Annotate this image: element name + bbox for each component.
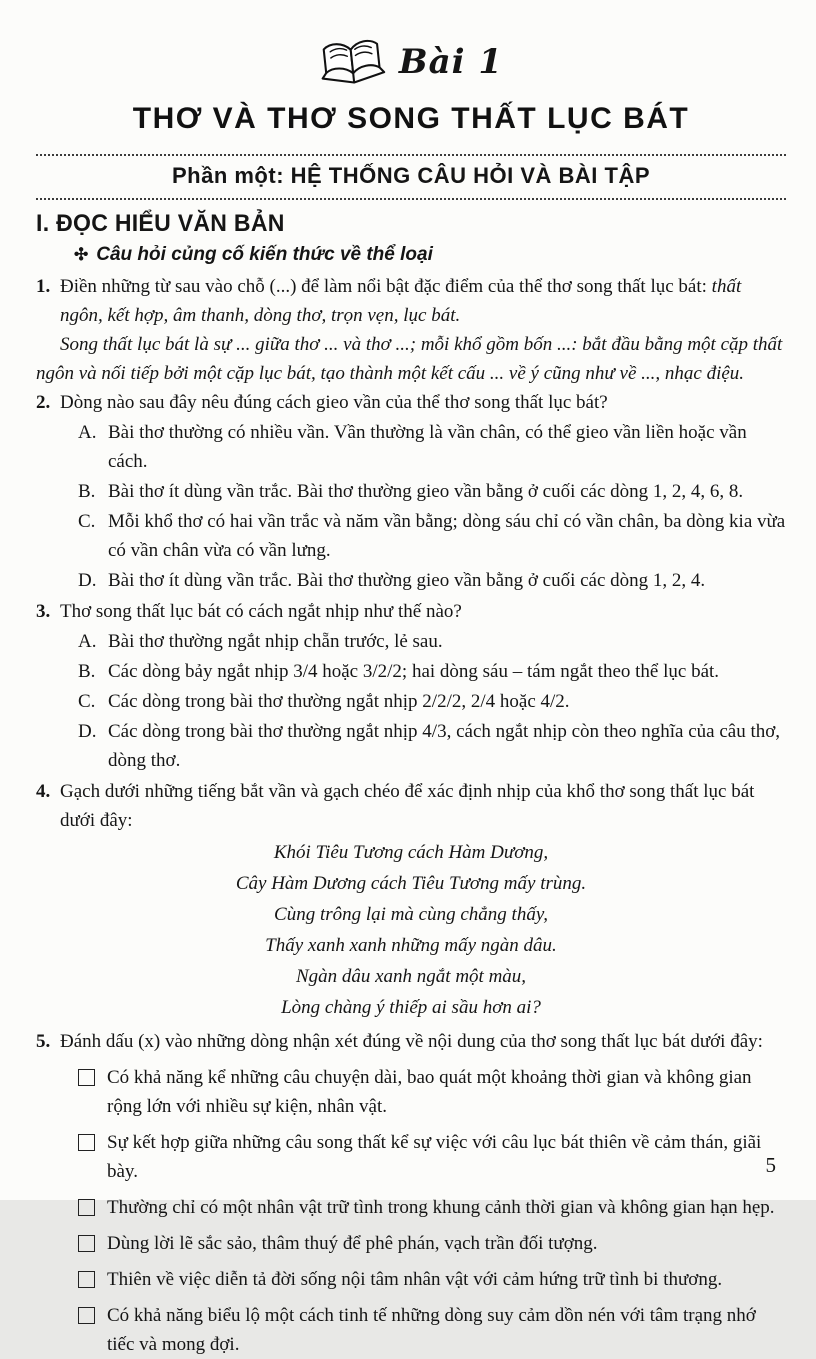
checklist-text: Có khả năng biểu lộ một cách tinh tế những dòng suy cảm dồn nén với tâm trạng nhớ tiếc và mong đợi.	[107, 1305, 756, 1355]
cross-bullet-icon: ✣	[74, 245, 89, 264]
checkbox-icon	[78, 1307, 95, 1324]
option-text: Bài thơ thường có nhiều vần. Vần thường là vần chân, có thể gieo vần liền hoặc vần cách.	[108, 422, 747, 472]
option-row	[36, 507, 786, 565]
option-row	[36, 657, 786, 686]
option-row	[36, 477, 786, 506]
checkbox-icon	[78, 1199, 95, 1216]
option-text: Các dòng bảy ngắt nhịp 3/4 hoặc 3/2/2; hai dòng sáu – tám ngắt theo thể lục bát.	[108, 661, 720, 682]
question-5	[36, 1027, 786, 1056]
part-heading-band	[36, 154, 786, 200]
section-heading: I. ĐỌC HIỂU VĂN BẢN	[36, 210, 285, 237]
question-1-word-list: thất ngôn, kết hợp, âm thanh, dòng thơ, trọn vẹn, lục bát.	[60, 276, 742, 326]
lesson-header	[36, 36, 786, 88]
option-text: Bài thơ thường ngắt nhịp chẵn trước, lẻ sau.	[108, 631, 443, 652]
checklist-item	[36, 1128, 786, 1186]
question-2-options	[36, 418, 786, 595]
option-text: Bài thơ ít dùng vần trắc. Bài thơ thường gieo vần bằng ở cuối các dòng 1, 2, 4.	[108, 570, 706, 591]
option-text: Bài thơ ít dùng vần trắc. Bài thơ thường gieo vần bằng ở cuối các dòng 1, 2, 4, 6, 8.	[108, 481, 744, 502]
part-heading: Phần một: HỆ THỐNG CÂU HỎI VÀ BÀI TẬP	[171, 163, 651, 188]
option-label: B.	[78, 661, 96, 682]
checklist-item	[36, 1193, 786, 1222]
option-text: Các dòng trong bài thơ thường ngắt nhịp 4/3, cách ngắt nhịp còn theo nghĩa của câu thơ, dòng thơ.	[108, 721, 781, 771]
subheading-text: Câu hỏi củng cố kiến thức về thể loại	[96, 244, 433, 265]
option-label: D.	[78, 721, 97, 742]
question-text: Đánh dấu (x) vào những dòng nhận xét đúng về nội dung của thơ song thất lục bát dưới đây:	[60, 1031, 763, 1052]
question-4	[36, 777, 786, 835]
question-number: 3.	[36, 601, 51, 622]
checklist-text: Dùng lời lẽ sắc sảo, thâm thuý để phê phán, vạch trần đối tượng.	[107, 1233, 598, 1254]
question-3	[36, 597, 786, 626]
option-row	[36, 566, 786, 595]
checklist-text: Thiên về việc diễn tả đời sống nội tâm nhân vật với cảm hứng trữ tình bi thương.	[107, 1269, 723, 1290]
poem-line: Ngàn dâu xanh ngắt một màu,	[295, 966, 527, 987]
checkbox-icon	[78, 1134, 95, 1151]
question-number: 5.	[36, 1031, 51, 1052]
option-label: A.	[78, 422, 97, 443]
option-row	[36, 418, 786, 476]
option-label: A.	[78, 631, 97, 652]
poem-line: Cây Hàm Dương cách Tiêu Tương mấy trùng.	[235, 873, 587, 894]
checklist-item	[36, 1265, 786, 1294]
question-3-options	[36, 627, 786, 775]
question-1-stem: Điền những từ sau vào chỗ (...) để làm nổi bật đặc điểm của thể thơ song thất lục bát:	[60, 276, 712, 297]
question-2	[36, 388, 786, 417]
poem-line: Khói Tiêu Tương cách Hàm Dương,	[273, 842, 549, 863]
option-row	[36, 687, 786, 716]
checklist-text: Sự kết hợp giữa những câu song thất kể sự việc với câu lục bát thiên về cảm thán, giãi bày.	[107, 1132, 762, 1182]
option-row	[36, 717, 786, 775]
question-text: Gạch dưới những tiếng bắt vần và gạch chéo để xác định nhịp của khổ thơ song thất lục bát dưới đây:	[60, 781, 755, 831]
option-label: C.	[78, 511, 96, 532]
option-label: D.	[78, 570, 97, 591]
open-book-icon	[316, 33, 387, 92]
checkbox-icon	[78, 1069, 95, 1086]
option-text: Mỗi khổ thơ có hai vần trắc và năm vần bằng; dòng sáu chỉ có vần chân, ba dòng kia vừa có vần chân vừa có vần lưng.	[108, 511, 786, 561]
question-number: 1.	[36, 276, 51, 297]
poem-line: Cùng trông lại mà cùng chẳng thấy,	[274, 904, 548, 925]
checklist-item	[36, 1229, 786, 1258]
option-row	[36, 627, 786, 656]
question-1	[36, 272, 786, 330]
page-number: 5	[765, 1153, 776, 1177]
question-text: Dòng nào sau đây nêu đúng cách gieo vần của thể thơ song thất lục bát?	[60, 392, 608, 413]
question-number: 2.	[36, 392, 51, 413]
question-5-checklist	[36, 1063, 786, 1359]
option-label: C.	[78, 691, 96, 712]
question-text	[60, 272, 786, 330]
option-text: Các dòng trong bài thơ thường ngắt nhịp 2/2/2, 2/4 hoặc 4/2.	[108, 691, 570, 712]
option-label: B.	[78, 481, 96, 502]
poem-excerpt	[36, 837, 786, 1023]
question-text: Thơ song thất lục bát có cách ngắt nhịp như thế nào?	[60, 601, 462, 622]
poem-line: Lòng chàng ý thiếp ai sầu hơn ai?	[281, 997, 541, 1018]
checklist-text: Có khả năng kể những câu chuyện dài, bao quát một khoảng thời gian và không gian rộng lớn với nhiều sự kiện, nhân vật.	[107, 1067, 752, 1117]
checkbox-icon	[78, 1271, 95, 1288]
page-title: THƠ VÀ THƠ SONG THẤT LỤC BÁT	[132, 102, 690, 135]
question-number: 4.	[36, 781, 51, 802]
checklist-item	[36, 1301, 786, 1359]
checkbox-icon	[78, 1235, 95, 1252]
poem-line: Thấy xanh xanh những mấy ngàn dâu.	[265, 935, 557, 956]
question-1-fill-text: Song thất lục bát là sự ... giữa thơ ... và thơ ...; mỗi khổ gồm bốn ...: bắt đầu bằng một cặp thất ngôn và nối tiếp bởi một cặp lục bát, tạo thành một kết cấu ... về ý cũng như về ..., nhạc điệu.	[36, 334, 783, 384]
lesson-label: Bài 1	[398, 42, 504, 82]
checklist-text: Thường chỉ có một nhân vật trữ tình trong khung cảnh thời gian và không gian hạn hẹp.	[107, 1197, 775, 1218]
checklist-item	[36, 1063, 786, 1121]
section-subheading	[74, 244, 786, 266]
